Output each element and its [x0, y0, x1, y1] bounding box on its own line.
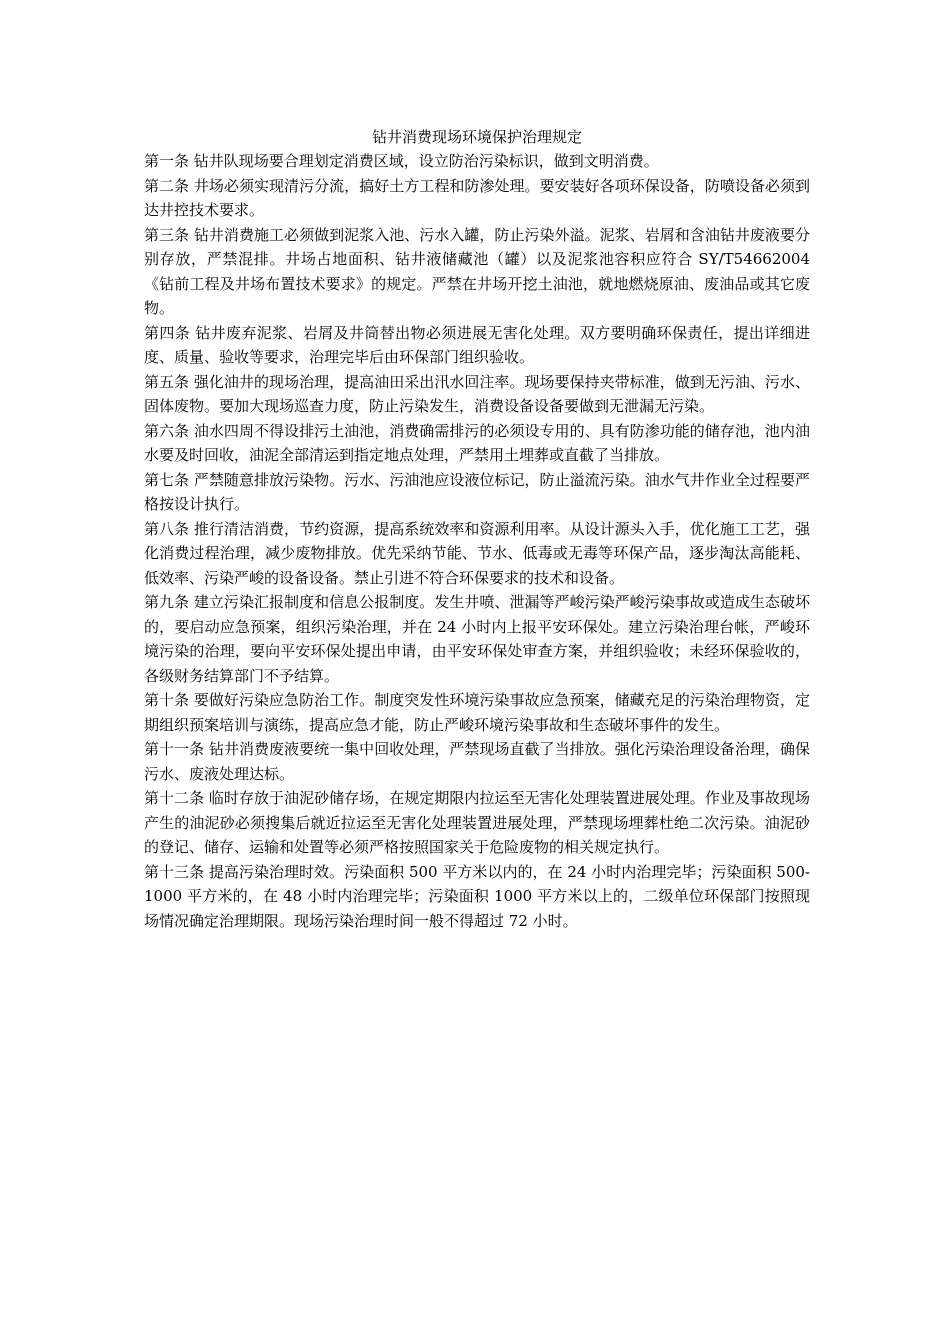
- article-4: 第四条 钻井废弃泥浆、岩屑及井筒替出物必须进展无害化处理。双方要明确环保责任，提出详细进度、质量、验收等要求，治理完毕后由环保部门组织验收。: [144, 323, 810, 366]
- article-13: 第十三条 提高污染治理时效。污染面积 500 平方米以内的，在 24 小时内治理完毕；污染面积 500-1000 平方米的，在 48 小时内治理完毕；污染面积 1000 平方米以上的，二级单位环保部门按照现场情况确定治理期限。现场污染治理时间一般不得超过 72 小时。: [144, 862, 810, 930]
- document-title: 钻井消费现场环境保护治理规定: [371, 128, 582, 146]
- article-6: 第六条 油水四周不得设排污土油池，消费确需排污的必须设专用的、具有防渗功能的储存池，池内油水要及时回收，油泥全部清运到指定地点处理，严禁用土埋葬或直截了当排放。: [144, 421, 810, 464]
- article-9: 第九条 建立污染汇报制度和信息公报制度。发生井喷、泄漏等严峻污染严峻污染事故或造成生态破坏的，要启动应急预案，组织污染治理，并在 24 小时内上报平安环保处。建立污染治理台帐，严峻环境污染的治理，要向平安环保处提出申请，由平安环保处审查方案，并组织验收；未经环保验收的，各级财务结算部门不予结算。: [144, 593, 810, 685]
- article-10: 第十条 要做好污染应急防治工作。制度突发性环境污染事故应急预案，储藏充足的污染治理物资，定期组织预案培训与演练，提高应急才能，防止严峻环境污染事故和生态破坏事件的发生。: [144, 691, 810, 734]
- article-12: 第十二条 临时存放于油泥砂储存场，在规定期限内拉运至无害化处理装置进展处理。作业及事故现场产生的油泥砂必须搜集后就近拉运至无害化处理装置进展处理，严禁现场埋葬杜绝二次污染。油泥砂的登记、储存、运输和处置等必须严格按照国家关于危险废物的相关规定执行。: [144, 789, 810, 856]
- article-11: 第十一条 钻井消费废液要统一集中回收处理，严禁现场直截了当排放。强化污染治理设备治理，确保污水、废液处理达标。: [144, 740, 810, 783]
- article-8: 第八条 推行清洁消费，节约资源，提高系统效率和资源利用率。从设计源头入手，优化施工工艺，强化消费过程治理，减少废物排放。优先采纳节能、节水、低毒或无毒等环保产品，逐步淘汰高能耗、低效率、污染严峻的设备设备。禁止引进不符合环保要求的技术和设备。: [144, 519, 810, 587]
- article-1: 第一条 钻井队现场要合理划定消费区域，设立防治污染标识，做到文明消费。: [144, 152, 659, 170]
- article-5: 第五条 强化油井的现场治理，提高油田采出汛水回注率。现场要保持夹带标准，做到无污油、污水、固体废物。要加大现场巡查力度，防止污染发生，消费设备设备要做到无泄漏无污染。: [144, 372, 810, 415]
- article-3: 第三条 钻井消费施工必须做到泥浆入池、污水入罐，防止污染外溢。泥浆、岩屑和含油钻井废液要分别存放，严禁混排。井场占地面积、钻井液储藏池（罐）以及泥浆池容积应符合 SY/T54662004《钻前工程及井场布置技术要求》的规定。严禁在井场开挖土油池，就地燃烧原油、废油品或其它废物。: [144, 225, 810, 317]
- document-page: [144, 125, 810, 933]
- article-2: 第二条 井场必须实现清污分流，搞好土方工程和防渗处理。要安装好各项环保设备，防喷设备必须到达井控技术要求。: [144, 176, 810, 219]
- article-7: 第七条 严禁随意排放污染物。污水、污油池应设液位标记，防止溢流污染。油水气井作业全过程要严格按设计执行。: [144, 470, 810, 513]
